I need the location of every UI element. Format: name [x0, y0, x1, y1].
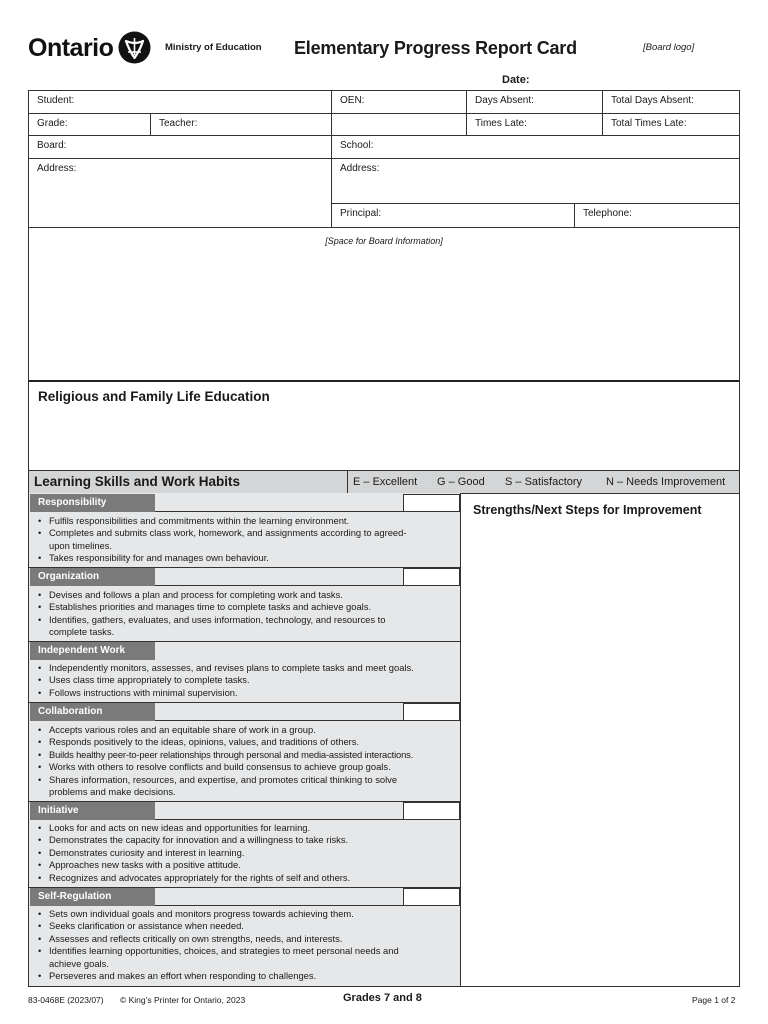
skill-heading-independent-work: Independent Work: [30, 642, 155, 660]
rating-box-responsibility[interactable]: [403, 494, 460, 512]
school-address-field[interactable]: Address:: [340, 163, 380, 174]
student-field[interactable]: Student:: [37, 95, 75, 106]
strengths-next-steps-area[interactable]: [461, 494, 739, 986]
rating-box-initiative[interactable]: [403, 802, 460, 820]
list-item: • Devises and follows a plan and process for completing work and tasks.: [37, 589, 462, 601]
grid-divider: [28, 135, 740, 136]
list-item: • Shares information, resources, and expertise, and promotes critical thinking to solve problems and make decisions.: [37, 774, 422, 799]
skill-heading-collaboration: Collaboration: [30, 703, 155, 721]
times-late-field[interactable]: Times Late:: [475, 118, 527, 129]
list-item: • Approaches new tasks with a positive attitude.: [37, 859, 462, 871]
list-item: • Looks for and acts on new ideas and opportunities for learning.: [37, 822, 462, 834]
skill-list-responsibility: [37, 515, 462, 565]
skill-list-collaboration: [37, 724, 462, 798]
skill-list-organization: [37, 589, 462, 639]
list-item: • Establishes priorities and manages time to complete tasks and achieve goals.: [37, 601, 462, 613]
list-item: • Identifies, gathers, evaluates, and uses information, technology, and resources to complete tasks.: [37, 614, 407, 639]
board-logo-placeholder: [Board logo]: [643, 42, 695, 53]
board-info-placeholder: [Space for Board Information]: [325, 236, 443, 246]
scale-good: G – Good: [437, 476, 485, 488]
grid-divider: [28, 158, 740, 159]
school-field[interactable]: School:: [340, 140, 374, 151]
list-item: • Uses class time appropriately to complete tasks.: [37, 674, 462, 686]
list-item: • Assesses and reflects critically on own strengths, needs, and interests.: [37, 933, 462, 945]
list-item: • Recognizes and advocates appropriately for the rights of self and others.: [37, 872, 462, 884]
skill-heading-responsibility: Responsibility: [30, 494, 155, 512]
scale-excellent: E – Excellent: [353, 476, 418, 488]
grades-label: Grades 7 and 8: [343, 992, 422, 1004]
days-absent-field[interactable]: Days Absent:: [475, 95, 534, 106]
skill-list-initiative: [37, 822, 462, 884]
student-info-grid: [28, 90, 740, 228]
strengths-title: Strengths/Next Steps for Improvement: [473, 503, 702, 517]
page-title: Elementary Progress Report Card: [294, 38, 577, 58]
list-item: • Seeks clarification or assistance when needed.: [37, 920, 462, 932]
list-item: • Completes and submits class work, homework, and assignments according to agreed-upon timelines.: [37, 527, 407, 552]
learning-skills-title: Learning Skills and Work Habits: [34, 474, 241, 489]
rating-box-organization[interactable]: [403, 568, 460, 586]
scale-satisfactory: S – Satisfactory: [505, 476, 583, 488]
ontario-trillium-icon: [118, 31, 151, 64]
ministry-name: Ministry of Education: [165, 42, 262, 53]
skill-heading-organization: Organization: [30, 568, 155, 586]
header-divider: [347, 470, 348, 494]
board-field[interactable]: Board:: [37, 140, 67, 151]
skill-underline: [155, 720, 403, 721]
copyright: © King’s Printer for Ontario, 2023: [120, 995, 246, 1005]
page-number: Page 1 of 2: [692, 995, 736, 1005]
skill-list-independent-work: [37, 662, 462, 699]
teacher-field[interactable]: Teacher:: [159, 118, 198, 129]
list-item: • Independently monitors, assesses, and revises plans to complete tasks and meet goals.: [37, 662, 462, 674]
list-item: • Builds healthy peer-to-peer relationships through personal and media-assisted interactions.: [37, 749, 462, 761]
telephone-field[interactable]: Telephone:: [583, 208, 632, 219]
list-item: • Takes responsibility for and manages own behaviour.: [37, 552, 462, 564]
religious-education-title: Religious and Family Life Education: [38, 389, 270, 404]
form-number: 83-0468E (2023/07): [28, 995, 104, 1005]
principal-field[interactable]: Principal:: [340, 208, 382, 219]
skill-underline: [155, 819, 403, 820]
skill-underline: [155, 905, 403, 906]
grade-field[interactable]: Grade:: [37, 118, 68, 129]
board-info-box[interactable]: [28, 227, 740, 382]
list-item: • Demonstrates curiosity and interest in learning.: [37, 847, 462, 859]
list-item: • Responds positively to the ideas, opinions, values, and traditions of others.: [37, 736, 462, 748]
list-item: • Identifies learning opportunities, choices, and strategies to meet personal needs and achieve goals.: [37, 945, 407, 970]
list-item: • Works with others to resolve conflicts and build consensus to achieve group goals.: [37, 761, 462, 773]
list-item: • Accepts various roles and an equitable share of work in a group.: [37, 724, 462, 736]
grid-divider: [331, 203, 740, 204]
student-address-field[interactable]: Address:: [37, 163, 77, 174]
list-item: • Follows instructions with minimal supervision.: [37, 687, 462, 699]
skill-underline: [155, 585, 403, 586]
skill-underline: [155, 511, 403, 512]
skill-list-self-regulation: [37, 908, 462, 982]
list-item: • Demonstrates the capacity for innovation and a willingness to take risks.: [37, 834, 462, 846]
total-times-late-field[interactable]: Total Times Late:: [611, 118, 687, 129]
scale-needs-improvement: N – Needs Improvement: [606, 476, 726, 488]
rating-box-self-regulation[interactable]: [403, 888, 460, 906]
list-item: • Sets own individual goals and monitors progress towards achieving them.: [37, 908, 462, 920]
rating-box-collaboration[interactable]: [403, 703, 460, 721]
date-label[interactable]: Date:: [502, 74, 530, 86]
oen-field[interactable]: OEN:: [340, 95, 365, 106]
skill-heading-initiative: Initiative: [30, 802, 155, 820]
list-item: • Perseveres and makes an effort when responding to challenges.: [37, 970, 462, 982]
total-days-absent-field[interactable]: Total Days Absent:: [611, 95, 694, 106]
ontario-wordmark: Ontario: [28, 34, 114, 62]
skill-heading-self-regulation: Self-Regulation: [30, 888, 155, 906]
list-item: • Fulfils responsibilities and commitments within the learning environment.: [37, 515, 462, 527]
